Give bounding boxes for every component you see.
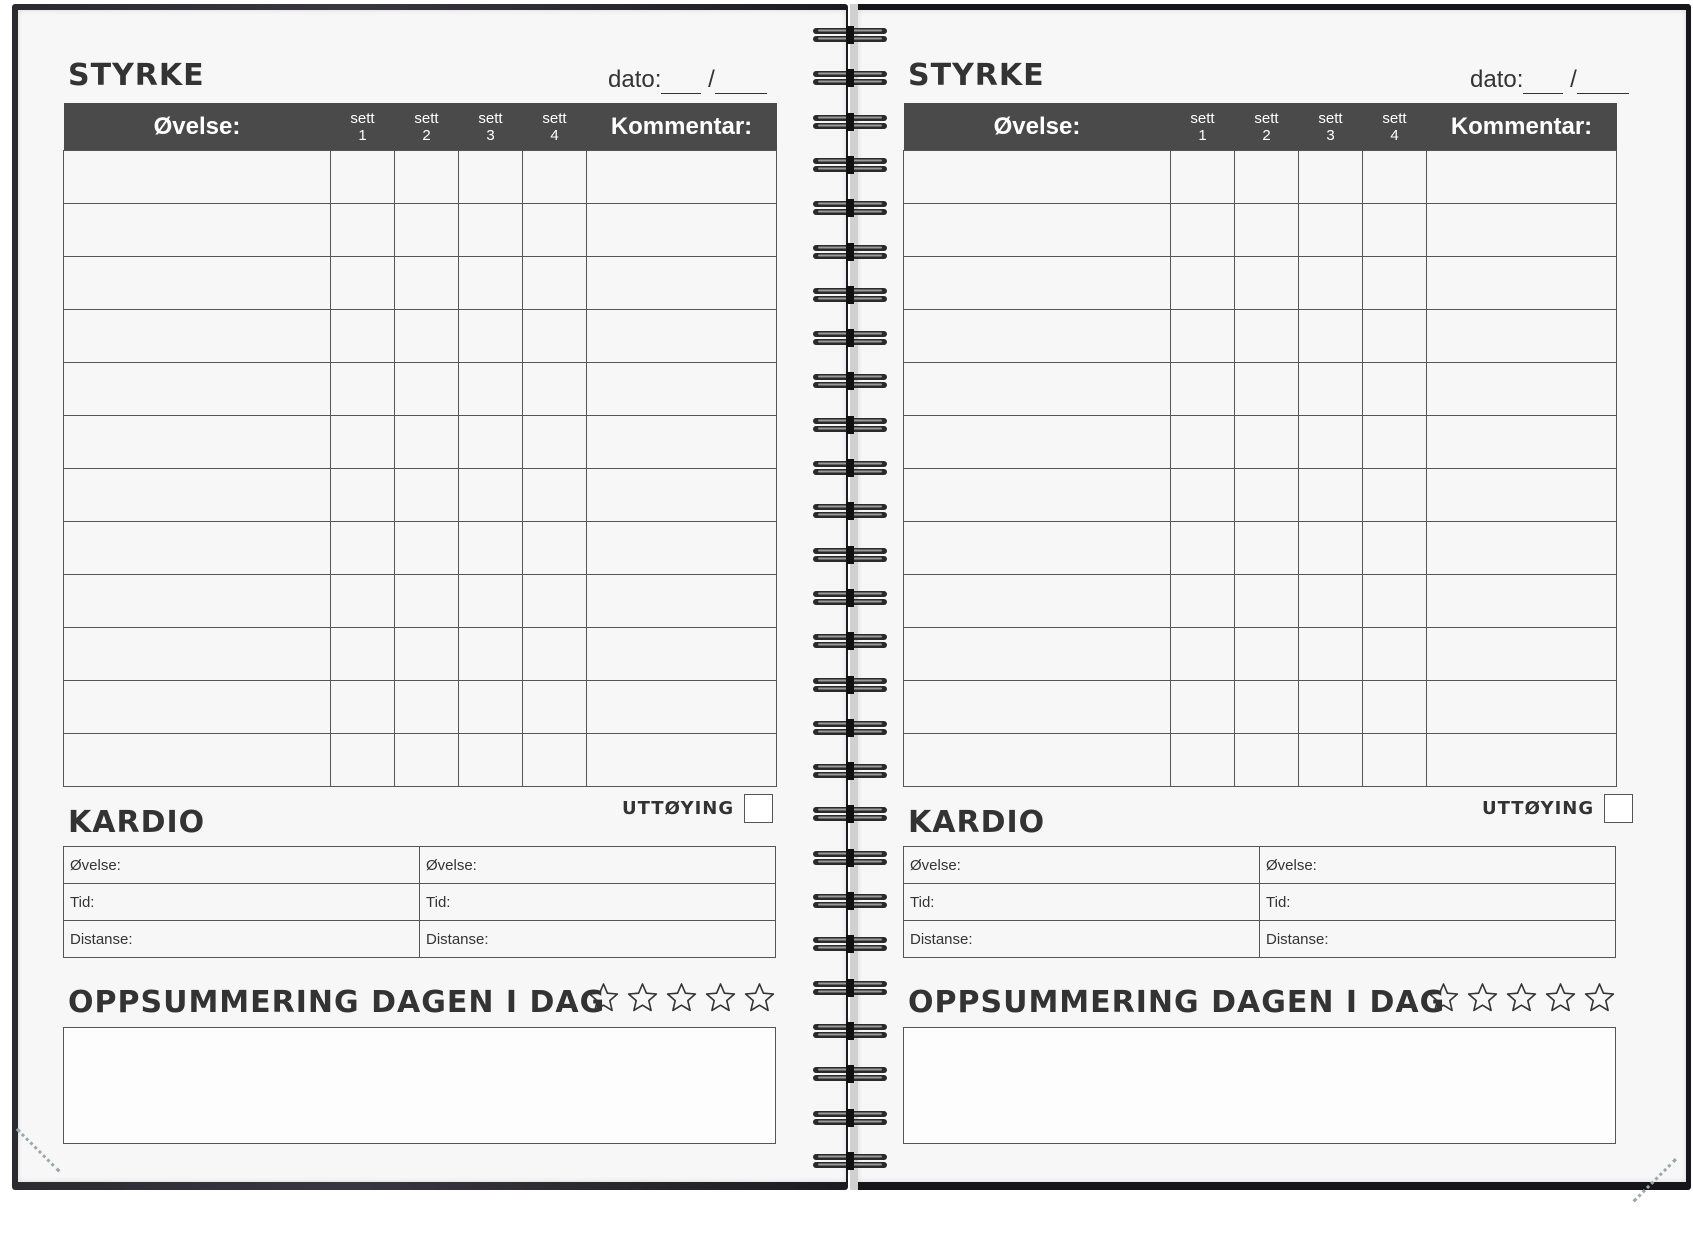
- cardio-title: KARDIO: [908, 805, 1046, 840]
- header-set-2: sett 2: [395, 103, 459, 151]
- star-icon[interactable]: [1467, 982, 1498, 1013]
- cardio-exercise-cell-2[interactable]: Øvelse:: [1260, 847, 1616, 884]
- strength-cell[interactable]: [904, 363, 1171, 416]
- strength-cell[interactable]: [1427, 310, 1617, 363]
- cardio-table: [903, 846, 1616, 958]
- spiral-ring-icon: [812, 286, 888, 304]
- cardio-distance-cell-2[interactable]: Distanse:: [1260, 921, 1616, 958]
- strength-cell[interactable]: [1299, 151, 1363, 204]
- strength-cell[interactable]: [395, 575, 459, 628]
- strength-cell[interactable]: [64, 469, 331, 522]
- strength-cell[interactable]: [587, 681, 777, 734]
- strength-cell[interactable]: [395, 416, 459, 469]
- strength-cell[interactable]: [587, 734, 777, 787]
- strength-cell[interactable]: [1427, 416, 1617, 469]
- strength-cell[interactable]: [1235, 310, 1299, 363]
- strength-cell[interactable]: [587, 416, 777, 469]
- spiral-ring-icon: [812, 156, 888, 174]
- strength-cell[interactable]: [1171, 522, 1235, 575]
- strength-cell[interactable]: [904, 734, 1171, 787]
- spiral-ring-icon: [812, 935, 888, 953]
- strength-cell[interactable]: [904, 681, 1171, 734]
- spiral-ring-icon: [812, 589, 888, 607]
- strength-cell[interactable]: [1171, 257, 1235, 310]
- date-blank-month[interactable]: [1577, 71, 1629, 94]
- spiral-ring-icon: [812, 805, 888, 823]
- strength-cell[interactable]: [523, 681, 587, 734]
- strength-cell[interactable]: [1427, 204, 1617, 257]
- page-left: [18, 10, 846, 1182]
- strength-cell[interactable]: [587, 363, 777, 416]
- strength-cell[interactable]: [904, 204, 1171, 257]
- strength-table: [63, 103, 777, 787]
- strength-cell[interactable]: [331, 681, 395, 734]
- strength-cell[interactable]: [64, 575, 331, 628]
- spiral-ring-icon: [812, 459, 888, 477]
- cardio-time-cell-1[interactable]: Tid:: [904, 884, 1260, 921]
- strength-cell[interactable]: [64, 363, 331, 416]
- star-icon[interactable]: [588, 982, 619, 1013]
- strength-cell[interactable]: [331, 257, 395, 310]
- strength-cell[interactable]: [459, 628, 523, 681]
- strength-row: [904, 416, 1617, 469]
- strength-cell[interactable]: [1235, 416, 1299, 469]
- strength-cell[interactable]: [331, 575, 395, 628]
- strength-cell[interactable]: [587, 257, 777, 310]
- star-icon[interactable]: [627, 982, 658, 1013]
- strength-cell[interactable]: [1363, 363, 1427, 416]
- star-icon[interactable]: [1584, 982, 1615, 1013]
- strength-cell[interactable]: [459, 363, 523, 416]
- star-icon[interactable]: [1428, 982, 1459, 1013]
- strength-cell[interactable]: [1363, 575, 1427, 628]
- strength-cell[interactable]: [395, 628, 459, 681]
- date-blank-month[interactable]: [715, 71, 767, 94]
- star-rating[interactable]: [588, 982, 775, 1013]
- date-field[interactable]: [608, 66, 767, 94]
- strength-cell[interactable]: [64, 204, 331, 257]
- strength-cell[interactable]: [395, 151, 459, 204]
- spiral-ring-icon: [812, 1022, 888, 1040]
- header-set-3: sett 3: [459, 103, 523, 151]
- strength-row: [904, 681, 1617, 734]
- strength-cell[interactable]: [64, 310, 331, 363]
- strength-cell[interactable]: [331, 628, 395, 681]
- strength-cell[interactable]: [523, 151, 587, 204]
- stretch-label: UTTØYING: [622, 798, 735, 819]
- strength-cell[interactable]: [395, 363, 459, 416]
- strength-cell[interactable]: [1171, 469, 1235, 522]
- page-right: [858, 10, 1686, 1182]
- spiral-ring-icon: [812, 502, 888, 520]
- strength-cell[interactable]: [1235, 734, 1299, 787]
- strength-cell[interactable]: [459, 522, 523, 575]
- strength-cell[interactable]: [1299, 363, 1363, 416]
- strength-cell[interactable]: [1299, 310, 1363, 363]
- star-icon[interactable]: [744, 982, 775, 1013]
- strength-cell[interactable]: [459, 310, 523, 363]
- summary-title: OPPSUMMERING DAGEN I DAG: [908, 985, 1446, 1020]
- strength-cell[interactable]: [331, 734, 395, 787]
- spiral-ring-icon: [812, 26, 888, 44]
- strength-cell[interactable]: [1299, 416, 1363, 469]
- cardio-title: KARDIO: [68, 805, 206, 840]
- spiral-ring-icon: [812, 1065, 888, 1083]
- strength-cell[interactable]: [64, 257, 331, 310]
- strength-cell[interactable]: [523, 257, 587, 310]
- header-set-4: sett 4: [523, 103, 587, 151]
- strength-cell[interactable]: [1235, 628, 1299, 681]
- strength-cell[interactable]: [459, 151, 523, 204]
- strength-cell[interactable]: [1427, 151, 1617, 204]
- cardio-row: [64, 847, 776, 884]
- star-icon[interactable]: [666, 982, 697, 1013]
- strength-cell[interactable]: [1235, 363, 1299, 416]
- strength-cell[interactable]: [459, 204, 523, 257]
- strength-cell[interactable]: [395, 310, 459, 363]
- strength-cell[interactable]: [1299, 469, 1363, 522]
- strength-cell[interactable]: [1427, 575, 1617, 628]
- strength-cell[interactable]: [904, 469, 1171, 522]
- cardio-table: [63, 846, 776, 958]
- cardio-row: [904, 847, 1616, 884]
- cardio-exercise-cell-1[interactable]: Øvelse:: [904, 847, 1260, 884]
- strength-cell[interactable]: [331, 363, 395, 416]
- header-comment: Kommentar:: [1427, 103, 1617, 151]
- stretch-checkbox[interactable]: [1604, 794, 1633, 823]
- stretch-check[interactable]: [1482, 794, 1633, 823]
- strength-cell[interactable]: [459, 257, 523, 310]
- strength-cell[interactable]: [587, 522, 777, 575]
- strength-cell[interactable]: [1363, 204, 1427, 257]
- spiral-ring-icon: [812, 1152, 888, 1170]
- strength-cell[interactable]: [331, 469, 395, 522]
- strength-table-header: [64, 103, 777, 151]
- strength-row: [64, 416, 777, 469]
- strength-cell[interactable]: [1363, 734, 1427, 787]
- cardio-row: [64, 884, 776, 921]
- strength-cell[interactable]: [587, 204, 777, 257]
- strength-title: STYRKE: [908, 58, 1045, 93]
- strength-cell[interactable]: [904, 416, 1171, 469]
- date-field[interactable]: [1470, 66, 1629, 94]
- strength-row: [64, 575, 777, 628]
- strength-cell[interactable]: [904, 310, 1171, 363]
- strength-cell[interactable]: [1299, 575, 1363, 628]
- strength-cell[interactable]: [64, 522, 331, 575]
- strength-row: [904, 151, 1617, 204]
- strength-cell[interactable]: [904, 628, 1171, 681]
- strength-cell[interactable]: [1427, 522, 1617, 575]
- strength-cell[interactable]: [395, 204, 459, 257]
- spiral-ring-icon: [812, 762, 888, 780]
- page-corner-fold: [1633, 1158, 1693, 1245]
- strength-row: [904, 628, 1617, 681]
- strength-cell[interactable]: [1427, 363, 1617, 416]
- spiral-ring-icon: [812, 849, 888, 867]
- strength-row: [904, 522, 1617, 575]
- strength-cell[interactable]: [1427, 734, 1617, 787]
- strength-cell[interactable]: [1363, 469, 1427, 522]
- strength-cell[interactable]: [64, 734, 331, 787]
- strength-cell[interactable]: [904, 257, 1171, 310]
- date-separator: /: [708, 66, 715, 93]
- strength-row: [64, 363, 777, 416]
- strength-row: [904, 204, 1617, 257]
- spiral-ring-icon: [812, 979, 888, 997]
- star-rating[interactable]: [1428, 982, 1615, 1013]
- strength-cell[interactable]: [459, 469, 523, 522]
- strength-row: [64, 681, 777, 734]
- strength-cell[interactable]: [1235, 151, 1299, 204]
- strength-cell[interactable]: [587, 310, 777, 363]
- date-separator: /: [1570, 66, 1577, 93]
- strength-cell[interactable]: [587, 575, 777, 628]
- cardio-time-cell-2[interactable]: Tid:: [1260, 884, 1616, 921]
- strength-cell[interactable]: [523, 204, 587, 257]
- strength-cell[interactable]: [523, 416, 587, 469]
- spiral-binding: [812, 18, 892, 1173]
- summary-box[interactable]: [63, 1027, 776, 1144]
- strength-cell[interactable]: [1363, 257, 1427, 310]
- strength-cell[interactable]: [523, 575, 587, 628]
- strength-cell[interactable]: [523, 363, 587, 416]
- strength-table-header: [904, 103, 1617, 151]
- strength-cell[interactable]: [1299, 681, 1363, 734]
- strength-cell[interactable]: [395, 734, 459, 787]
- spiral-ring-icon: [812, 546, 888, 564]
- spiral-ring-icon: [812, 632, 888, 650]
- strength-cell[interactable]: [1427, 257, 1617, 310]
- strength-row: [64, 151, 777, 204]
- strength-cell[interactable]: [64, 681, 331, 734]
- strength-cell[interactable]: [395, 469, 459, 522]
- strength-cell[interactable]: [904, 575, 1171, 628]
- strength-cell[interactable]: [459, 575, 523, 628]
- spiral-ring-icon: [812, 243, 888, 261]
- cardio-distance-cell-2[interactable]: Distanse:: [420, 921, 776, 958]
- strength-cell[interactable]: [1299, 628, 1363, 681]
- strength-cell[interactable]: [1171, 204, 1235, 257]
- strength-cell[interactable]: [1299, 734, 1363, 787]
- stretch-check[interactable]: [622, 794, 773, 823]
- cardio-time-cell-1[interactable]: Tid:: [64, 884, 420, 921]
- strength-cell[interactable]: [587, 469, 777, 522]
- cardio-exercise-cell-1[interactable]: Øvelse:: [64, 847, 420, 884]
- cardio-distance-cell-1[interactable]: Distanse:: [904, 921, 1260, 958]
- strength-cell[interactable]: [523, 469, 587, 522]
- stretch-checkbox[interactable]: [744, 794, 773, 823]
- cardio-row: [904, 884, 1616, 921]
- strength-cell[interactable]: [523, 310, 587, 363]
- strength-cell[interactable]: [395, 522, 459, 575]
- strength-cell[interactable]: [1363, 522, 1427, 575]
- strength-row: [64, 204, 777, 257]
- summary-box[interactable]: [903, 1027, 1616, 1144]
- strength-cell[interactable]: [64, 416, 331, 469]
- strength-cell[interactable]: [1171, 575, 1235, 628]
- strength-row: [64, 522, 777, 575]
- cardio-distance-cell-1[interactable]: Distanse:: [64, 921, 420, 958]
- strength-cell[interactable]: [331, 310, 395, 363]
- cardio-row: [64, 921, 776, 958]
- strength-table-body: [64, 151, 777, 787]
- strength-cell[interactable]: [64, 628, 331, 681]
- strength-cell[interactable]: [587, 151, 777, 204]
- strength-cell[interactable]: [1171, 681, 1235, 734]
- strength-row: [904, 575, 1617, 628]
- strength-cell[interactable]: [587, 628, 777, 681]
- strength-cell[interactable]: [459, 416, 523, 469]
- strength-row: [904, 310, 1617, 363]
- header-set-1: sett 1: [1171, 103, 1235, 151]
- strength-cell[interactable]: [331, 416, 395, 469]
- date-label: dato:: [608, 66, 662, 93]
- star-icon[interactable]: [705, 982, 736, 1013]
- strength-cell[interactable]: [1427, 469, 1617, 522]
- strength-row: [64, 628, 777, 681]
- strength-title: STYRKE: [68, 58, 205, 93]
- strength-cell[interactable]: [459, 681, 523, 734]
- header-comment: Kommentar:: [587, 103, 777, 151]
- date-blank-day[interactable]: [661, 71, 701, 94]
- strength-cell[interactable]: [64, 151, 331, 204]
- star-icon[interactable]: [1506, 982, 1537, 1013]
- strength-cell[interactable]: [331, 204, 395, 257]
- header-set-2: sett 2: [1235, 103, 1299, 151]
- strength-cell[interactable]: [1427, 628, 1617, 681]
- cardio-time-cell-2[interactable]: Tid:: [420, 884, 776, 921]
- header-exercise: Øvelse:: [904, 103, 1171, 151]
- strength-cell[interactable]: [1427, 681, 1617, 734]
- strength-cell[interactable]: [1235, 681, 1299, 734]
- strength-cell[interactable]: [1363, 628, 1427, 681]
- page-corner-fold: [0, 1128, 60, 1215]
- strength-cell[interactable]: [1235, 469, 1299, 522]
- spiral-ring-icon: [812, 1109, 888, 1127]
- strength-cell[interactable]: [1363, 681, 1427, 734]
- strength-cell[interactable]: [1299, 204, 1363, 257]
- strength-cell[interactable]: [331, 151, 395, 204]
- strength-cell[interactable]: [395, 257, 459, 310]
- strength-cell[interactable]: [1363, 151, 1427, 204]
- strength-cell[interactable]: [459, 734, 523, 787]
- strength-cell[interactable]: [1299, 522, 1363, 575]
- strength-cell[interactable]: [1171, 310, 1235, 363]
- spiral-ring-icon: [812, 416, 888, 434]
- spiral-ring-icon: [812, 892, 888, 910]
- spiral-ring-icon: [812, 69, 888, 87]
- strength-cell[interactable]: [1235, 257, 1299, 310]
- spiral-ring-icon: [812, 372, 888, 390]
- strength-cell[interactable]: [1171, 363, 1235, 416]
- strength-cell[interactable]: [523, 628, 587, 681]
- spiral-ring-icon: [812, 329, 888, 347]
- strength-table-body: [904, 151, 1617, 787]
- strength-row: [904, 469, 1617, 522]
- strength-cell[interactable]: [523, 522, 587, 575]
- strength-cell[interactable]: [1235, 575, 1299, 628]
- strength-cell[interactable]: [331, 522, 395, 575]
- strength-cell[interactable]: [1299, 257, 1363, 310]
- header-set-1: sett 1: [331, 103, 395, 151]
- header-exercise: Øvelse:: [64, 103, 331, 151]
- header-set-4: sett 4: [1363, 103, 1427, 151]
- strength-cell[interactable]: [1171, 628, 1235, 681]
- strength-cell[interactable]: [1171, 151, 1235, 204]
- strength-cell[interactable]: [1363, 416, 1427, 469]
- star-icon[interactable]: [1545, 982, 1576, 1013]
- strength-cell[interactable]: [1171, 734, 1235, 787]
- stretch-label: UTTØYING: [1482, 798, 1595, 819]
- strength-table: [903, 103, 1617, 787]
- spiral-ring-icon: [812, 719, 888, 737]
- strength-cell[interactable]: [1171, 416, 1235, 469]
- strength-cell[interactable]: [395, 681, 459, 734]
- strength-cell[interactable]: [1235, 204, 1299, 257]
- header-set-3: sett 3: [1299, 103, 1363, 151]
- strength-row: [64, 257, 777, 310]
- summary-title: OPPSUMMERING DAGEN I DAG: [68, 985, 606, 1020]
- spiral-ring-icon: [812, 199, 888, 217]
- strength-cell[interactable]: [523, 734, 587, 787]
- spiral-ring-icon: [812, 113, 888, 131]
- date-label: dato:: [1470, 66, 1524, 93]
- strength-row: [904, 363, 1617, 416]
- strength-row: [64, 469, 777, 522]
- date-blank-day[interactable]: [1523, 71, 1563, 94]
- cardio-exercise-cell-2[interactable]: Øvelse:: [420, 847, 776, 884]
- strength-row: [64, 734, 777, 787]
- cardio-row: [904, 921, 1616, 958]
- spiral-ring-icon: [812, 676, 888, 694]
- strength-row: [64, 310, 777, 363]
- strength-cell[interactable]: [1363, 310, 1427, 363]
- strength-row: [904, 734, 1617, 787]
- strength-row: [904, 257, 1617, 310]
- strength-cell[interactable]: [1235, 522, 1299, 575]
- strength-cell[interactable]: [904, 522, 1171, 575]
- strength-cell[interactable]: [904, 151, 1171, 204]
